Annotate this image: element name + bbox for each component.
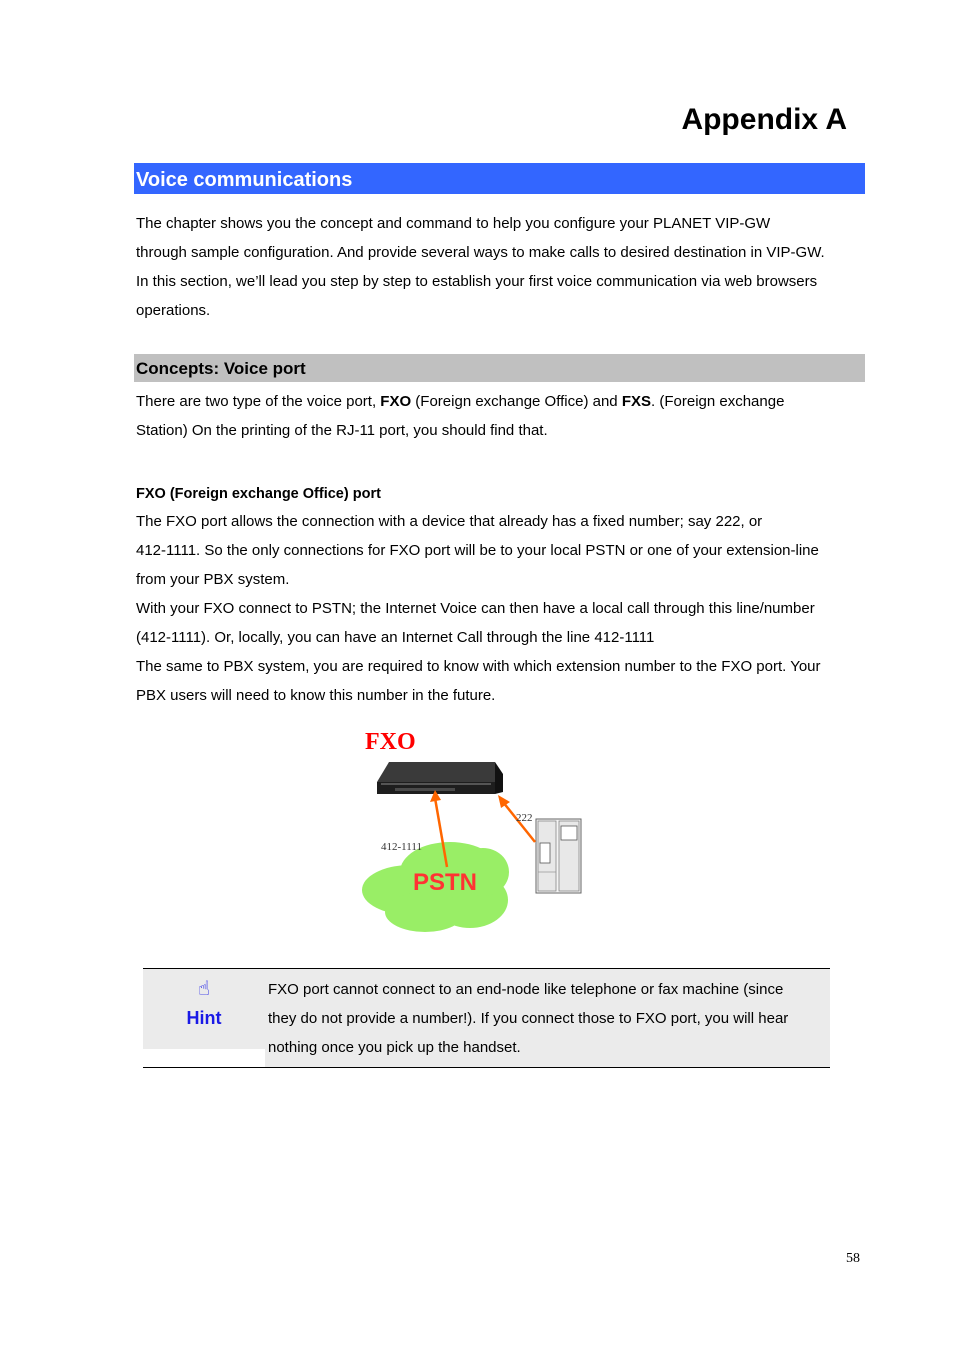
text-run: There are two type of the voice port, bbox=[136, 393, 381, 410]
diagram-title: FXO bbox=[365, 729, 416, 755]
section-heading: Voice communications bbox=[134, 163, 865, 194]
voice-port-paragraph bbox=[136, 387, 876, 445]
fxo-port-paragraph bbox=[136, 507, 876, 710]
text-run: . (Foreign exchange bbox=[651, 393, 785, 410]
paragraph-line: PBX users will need to know this number in the future. bbox=[136, 687, 496, 704]
pbx-number-label: 222 bbox=[516, 812, 533, 824]
hint-box bbox=[143, 968, 830, 1068]
fxo-diagram bbox=[355, 722, 595, 937]
paragraph-line: through sample configuration. And provide several ways to make calls to desired destination in VIP-GW. bbox=[136, 244, 825, 261]
paragraph-line: In this section, we’ll lead you step by step to establish your first voice communication via web browsers bbox=[136, 273, 818, 290]
pstn-cloud-icon bbox=[362, 842, 509, 932]
paragraph-line: The FXO port allows the connection with a device that already has a fixed number; say 222, or bbox=[136, 513, 763, 530]
pstn-label: PSTN bbox=[413, 869, 478, 896]
paragraph-line: 412-1111. So the only connections for FXO port will be to your local PSTN or one of your extension-line bbox=[136, 542, 819, 559]
paragraph-line: With your FXO connect to PSTN; the Internet Voice can then have a local call through this line/number bbox=[136, 600, 815, 617]
pointing-hand-icon: ☝ bbox=[197, 978, 211, 1000]
hint-line: nothing once you pick up the handset. bbox=[268, 1039, 521, 1056]
paragraph-line: (412-1111). Or, locally, you can have an Internet Call through the line 412-1111 bbox=[136, 629, 655, 646]
paragraph-line bbox=[136, 387, 876, 416]
section-paragraph bbox=[136, 209, 876, 325]
paragraph-line: The same to PBX system, you are required to know with which extension number to the FXO port. Your bbox=[136, 658, 821, 675]
page-title: Appendix A bbox=[681, 103, 847, 136]
paragraph-line: from your PBX system. bbox=[136, 571, 290, 588]
subsection-heading: Concepts: Voice port bbox=[134, 354, 865, 382]
pbx-cabinet-icon bbox=[536, 819, 581, 893]
hint-text bbox=[268, 975, 828, 1062]
pstn-number-label: 412-1111 bbox=[381, 841, 422, 853]
hint-label: Hint bbox=[186, 1008, 222, 1028]
fxo-port-heading: FXO (Foreign exchange Office) port bbox=[136, 486, 381, 502]
fxs-term: FXS bbox=[621, 393, 652, 410]
hint-line: they do not provide a number!). If you connect those to FXO port, you will hear bbox=[268, 1010, 789, 1027]
paragraph-line: Station) On the printing of the RJ-11 port, you should find that. bbox=[136, 422, 548, 439]
gateway-device-icon bbox=[377, 762, 503, 794]
page-number: 58 bbox=[846, 1251, 860, 1266]
hint-line: FXO port cannot connect to an end-node like telephone or fax machine (since bbox=[268, 981, 784, 998]
paragraph-line: operations. bbox=[136, 302, 211, 319]
hint-body bbox=[265, 969, 830, 1067]
hint-sidebar bbox=[143, 969, 265, 1049]
fxo-term: FXO bbox=[380, 393, 412, 410]
text-run: (Foreign exchange Office) and bbox=[411, 393, 622, 410]
paragraph-line: The chapter shows you the concept and command to help you configure your PLANET VIP-GW bbox=[136, 215, 771, 232]
